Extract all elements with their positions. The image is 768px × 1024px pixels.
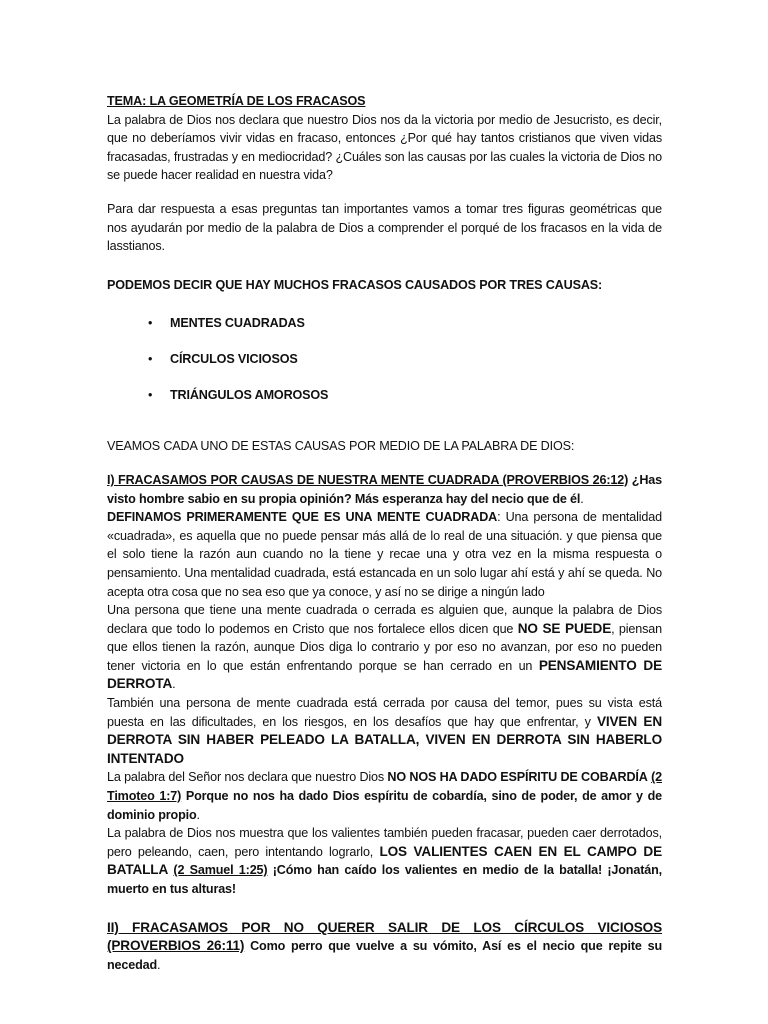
document-title: TEMA: LA GEOMETRÍA DE LOS FRACASOS bbox=[107, 94, 366, 108]
section-1-title: I) FRACASAMOS POR CAUSAS DE NUESTRA MENTE CUADRADA (PROVERBIOS 26:12) bbox=[107, 472, 629, 487]
text-run: También una persona de mente cuadrada está cerrada por causa del temor, pues su vista está puesta en las dificultades, en los riesgos, en los desafíos que hay que enfrentar, y bbox=[107, 696, 662, 729]
punctuation: . bbox=[157, 957, 161, 972]
emphasis-valientes-caen: LOS VALIENTES CAEN EN EL CAMPO DE BATALLA bbox=[107, 843, 662, 878]
document-page bbox=[107, 92, 662, 974]
text-run: Una persona que tiene una mente cuadrada o cerrada es alguien que, aunque la palabra de Dios declara que todo lo podemos en Cristo que nos fortalece ellos dicen que bbox=[107, 603, 662, 636]
section-1-paragraph-3 bbox=[107, 694, 662, 768]
bullet-icon: • bbox=[148, 316, 153, 331]
bullet-icon: • bbox=[148, 388, 153, 403]
intro-paragraph-1: La palabra de Dios nos declara que nuestro Dios nos da la victoria por medio de Jesucristo, es decir, que no deberíamos vivir vidas en fracaso, entonces ¿Por qué hay tantos cristianos que viven vidas fracasadas, frustradas y en mediocridad? ¿Cuáles son las causas por las cuales la victoria de Dios no se puede hacer realidad en nuestra vida? bbox=[107, 112, 662, 183]
causes-heading: PODEMOS DECIR QUE HAY MUCHOS FRACASOS CAUSADOS POR TRES CAUSAS: bbox=[107, 277, 603, 292]
causes-list bbox=[107, 314, 662, 422]
verse-text: Porque no nos ha dado Dios espíritu de cobardía, sino de poder, de amor y de dominio propio bbox=[107, 789, 662, 822]
definition-label: DEFINAMOS PRIMERAMENTE QUE ES UNA MENTE CUADRADA bbox=[107, 510, 498, 525]
emphasis-pensamiento-de-derrota: PENSAMIENTO DE DERROTA bbox=[107, 657, 662, 692]
punctuation: . bbox=[196, 807, 200, 822]
punctuation: . bbox=[172, 677, 176, 692]
section-2-heading bbox=[107, 919, 662, 975]
text-run: , piensan que ellos tienen la razón, aunque Dios diga lo contrario y por eso no avanzan, por eso no pueden tener victoria en lo que están enfrentando porque se han cerrado en un bbox=[107, 621, 663, 673]
emphasis-viven-en-derrota: VIVEN EN DERROTA SIN HABER PELEADO LA BATALLA, VIVEN EN DERROTA SIN HABERLO INTENTADO bbox=[107, 713, 662, 766]
cause-label: TRIÁNGULOS AMOROSOS bbox=[170, 388, 329, 403]
text-run: La palabra del Señor nos declara que nuestro Dios bbox=[107, 770, 388, 785]
section-2-title: II) FRACASAMOS POR NO QUERER SALIR DE LOS CÍRCULOS VICIOSOS (PROVERBIOS 26:11) bbox=[107, 919, 662, 954]
cause-label: CÍRCULOS VICIOSOS bbox=[170, 352, 298, 367]
veamos-line: VEAMOS CADA UNO DE ESTAS CAUSAS POR MEDIO DE LA PALABRA DE DIOS: bbox=[107, 439, 575, 454]
definition-text: : Una persona de mentalidad «cuadrada», es aquella que no puede pensar más allá de lo real de una situación. y que piensa que el solo tiene la razón aun cuando no la tiene y recae una y otra vez en la misma respuesta o pensamiento. Una mentalidad cuadrada, está estancada en un solo lugar ahí está y ahí se queda. No acepta otra cosa que no sea eso que ya conoce, y así no se dirige a ningún lado bbox=[107, 510, 662, 599]
list-item bbox=[107, 314, 662, 350]
emphasis-no-cobardia: NO NOS HA DADO ESPÍRITU DE COBARDÍA bbox=[387, 770, 648, 785]
section-1-paragraph-2 bbox=[107, 601, 662, 694]
bullet-icon: • bbox=[148, 352, 153, 367]
intro-paragraph-2: Para dar respuesta a esas preguntas tan importantes vamos a tomar tres figuras geométricas que nos ayudarán por medio de la palabra de Dios a comprender el porqué de los fracasos en la vida de lasstianos. bbox=[107, 201, 662, 254]
cause-label: MENTES CUADRADAS bbox=[170, 316, 305, 331]
emphasis-no-se-puede: NO SE PUEDE bbox=[517, 620, 612, 636]
bible-reference-timoteo: (2 Timoteo 1:7) bbox=[107, 770, 662, 804]
section-1-paragraph-5 bbox=[107, 824, 662, 898]
list-item bbox=[107, 386, 662, 422]
verse-text: ¡Cómo han caído los valientes en medio de la batalla! ¡Jonatán, muerto en tus alturas! bbox=[107, 863, 662, 896]
section-1-quote: ¿Has visto hombre sabio en su propia opinión? Más esperanza hay del necio que de él bbox=[107, 472, 662, 506]
punctuation: . bbox=[580, 491, 584, 506]
section-2-quote: Como perro que vuelve a su vómito, Así es el necio que repite su necedad bbox=[107, 939, 662, 972]
bible-reference-samuel: (2 Samuel 1:25) bbox=[173, 863, 268, 878]
definition-paragraph bbox=[107, 508, 662, 601]
text-run: La palabra de Dios nos muestra que los valientes también pueden fracasar, pueden caer derrotados, pero peleando, caen, pero intentando lograrlo, bbox=[107, 826, 662, 859]
section-1-heading bbox=[107, 471, 662, 508]
section-1-paragraph-4 bbox=[107, 768, 662, 824]
list-item bbox=[107, 350, 662, 386]
